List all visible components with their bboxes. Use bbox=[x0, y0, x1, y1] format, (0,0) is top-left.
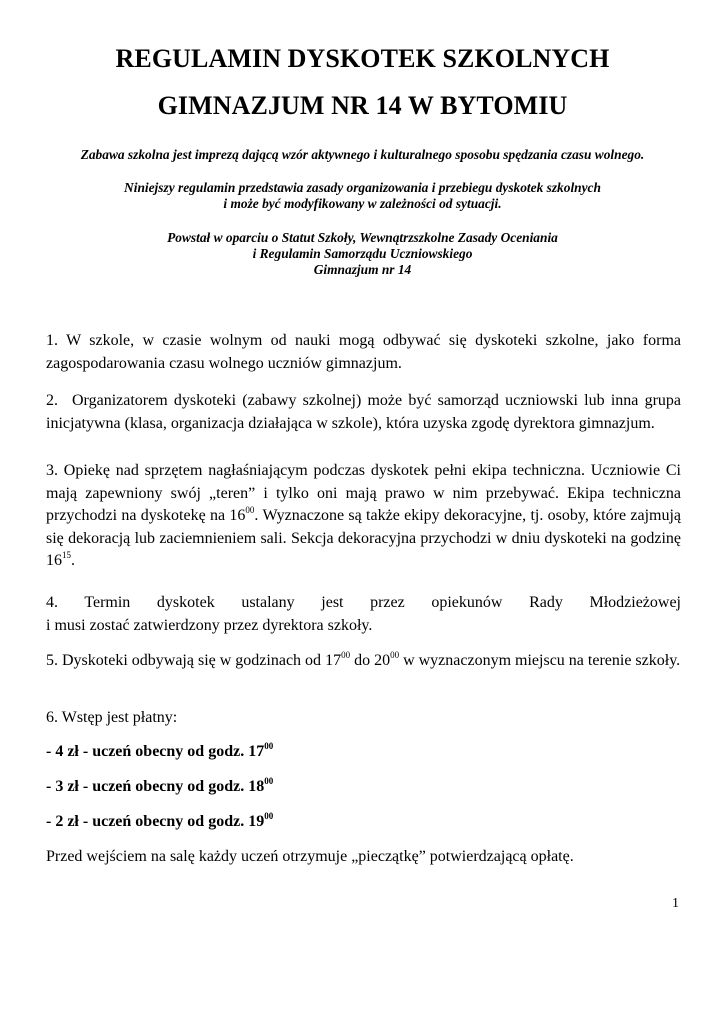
rule-5-to-min: 00 bbox=[390, 650, 400, 660]
intro-basis bbox=[40, 230, 685, 278]
fee-text: - 2 zł - uczeń obecny od godz. bbox=[46, 813, 249, 830]
intro-purpose bbox=[40, 180, 685, 212]
fee-hour: 18 bbox=[248, 778, 265, 795]
rule-3-time1-min: 00 bbox=[245, 505, 255, 515]
rule-2-text: Organizatorem dyskoteki (zabawy szkolnej) może być samorząd uczniowski lub inna grupa inicjatywna (klasa, organizacja działająca w szkole), która uzyska zgodę dyrektora gimnazjum. bbox=[46, 392, 681, 432]
rule-3 bbox=[46, 460, 681, 573]
intro-purpose-line2: i może być modyfikowany w zależności od sytuacji. bbox=[223, 196, 502, 211]
rule-5-to-hour: 20 bbox=[374, 652, 391, 669]
fee-item bbox=[46, 741, 273, 763]
rule-3-time2-min: 15 bbox=[62, 550, 71, 560]
fee-item bbox=[46, 811, 273, 833]
rule-5-text-c: w wyznaczonym miejscu na terenie szkoły. bbox=[399, 652, 681, 669]
rule-5-text-b: do bbox=[350, 652, 375, 669]
rule-3-text-c: . bbox=[71, 552, 75, 569]
rule-6: 6. Wstęp jest płatny: bbox=[46, 709, 178, 726]
rule-4-line1: 4. Termin dyskotek ustalany jest przez opiekunów Rady Młodzieżowej bbox=[46, 594, 681, 611]
fee-min: 00 bbox=[264, 741, 274, 751]
rule-1: 1. W szkole, w czasie wolnym od nauki mogą odbywać się dyskoteki szkolne, jako forma zagospodarowania czasu wolnego uczniów gimnazjum. bbox=[46, 332, 681, 372]
fee-min: 00 bbox=[264, 811, 274, 821]
rule-5 bbox=[46, 650, 681, 673]
fee-min: 00 bbox=[264, 776, 274, 786]
intro-basis-line2: i Regulamin Samorządu Uczniowskiego bbox=[252, 246, 473, 261]
intro-motto: Zabawa szkolna jest imprezą dającą wzór aktywnego i kulturalnego sposobu spędzania czasu wolnego. bbox=[80, 147, 645, 162]
rule-2 bbox=[46, 390, 681, 435]
rule-3-time1-hour: 16 bbox=[229, 507, 246, 524]
fee-hour: 17 bbox=[248, 743, 265, 760]
fee-item bbox=[46, 776, 273, 798]
intro-basis-line3: Gimnazjum nr 14 bbox=[313, 262, 412, 277]
rule-5-from-min: 00 bbox=[341, 650, 351, 660]
rule-4 bbox=[46, 592, 681, 637]
intro-purpose-line1: Niniejszy regulamin przedstawia zasady organizowania i przebiegu dyskotek szkolnych bbox=[124, 180, 601, 195]
page-number: 1 bbox=[672, 896, 679, 911]
fee-text: - 3 zł - uczeń obecny od godz. bbox=[46, 778, 249, 795]
rule-2-number: 2. bbox=[46, 392, 58, 409]
fee-hour: 19 bbox=[248, 813, 265, 830]
rule-3-time2-hour: 16 bbox=[46, 552, 62, 569]
rule-5-from-hour: 17 bbox=[325, 652, 342, 669]
rule-4-line2: i musi zostać zatwierdzony przez dyrektora szkoły. bbox=[46, 616, 373, 634]
stamp-note: Przed wejściem na salę każdy uczeń otrzymuje „pieczątkę” potwierdzającą opłatę. bbox=[46, 848, 574, 865]
rule-5-text-a: 5. Dyskoteki odbywają się w godzinach od bbox=[46, 652, 326, 669]
rule-3-text-b: . Wyznaczone są także ekipy dekoracyjne, tj. osoby, które zajmują się dekoracją lub zaciemnieniem sali. Sekcja dekoracyjna przychodzi w dniu dyskoteki na godzinę bbox=[46, 507, 682, 547]
rule-3-text-a: 3. Opiekę nad sprzętem nagłaśniającym podczas dyskotek pełni ekipa techniczna. Uczniowie Ci mają zapewniony swój „teren” i tylko oni mają prawo w nim przebywać. Ekipa techniczna przychodzi na dyskotekę na bbox=[46, 462, 681, 524]
intro-basis-line1: Powstał w oparciu o Statut Szkoły, Wewnątrzszkolne Zasady Oceniania bbox=[167, 230, 558, 245]
fee-text: - 4 zł - uczeń obecny od godz. bbox=[46, 743, 249, 760]
document-title-line2: GIMNAZJUM NR 14 W BYTOMIU bbox=[157, 91, 568, 120]
document-title-line1: REGULAMIN DYSKOTEK SZKOLNYCH bbox=[115, 44, 610, 73]
